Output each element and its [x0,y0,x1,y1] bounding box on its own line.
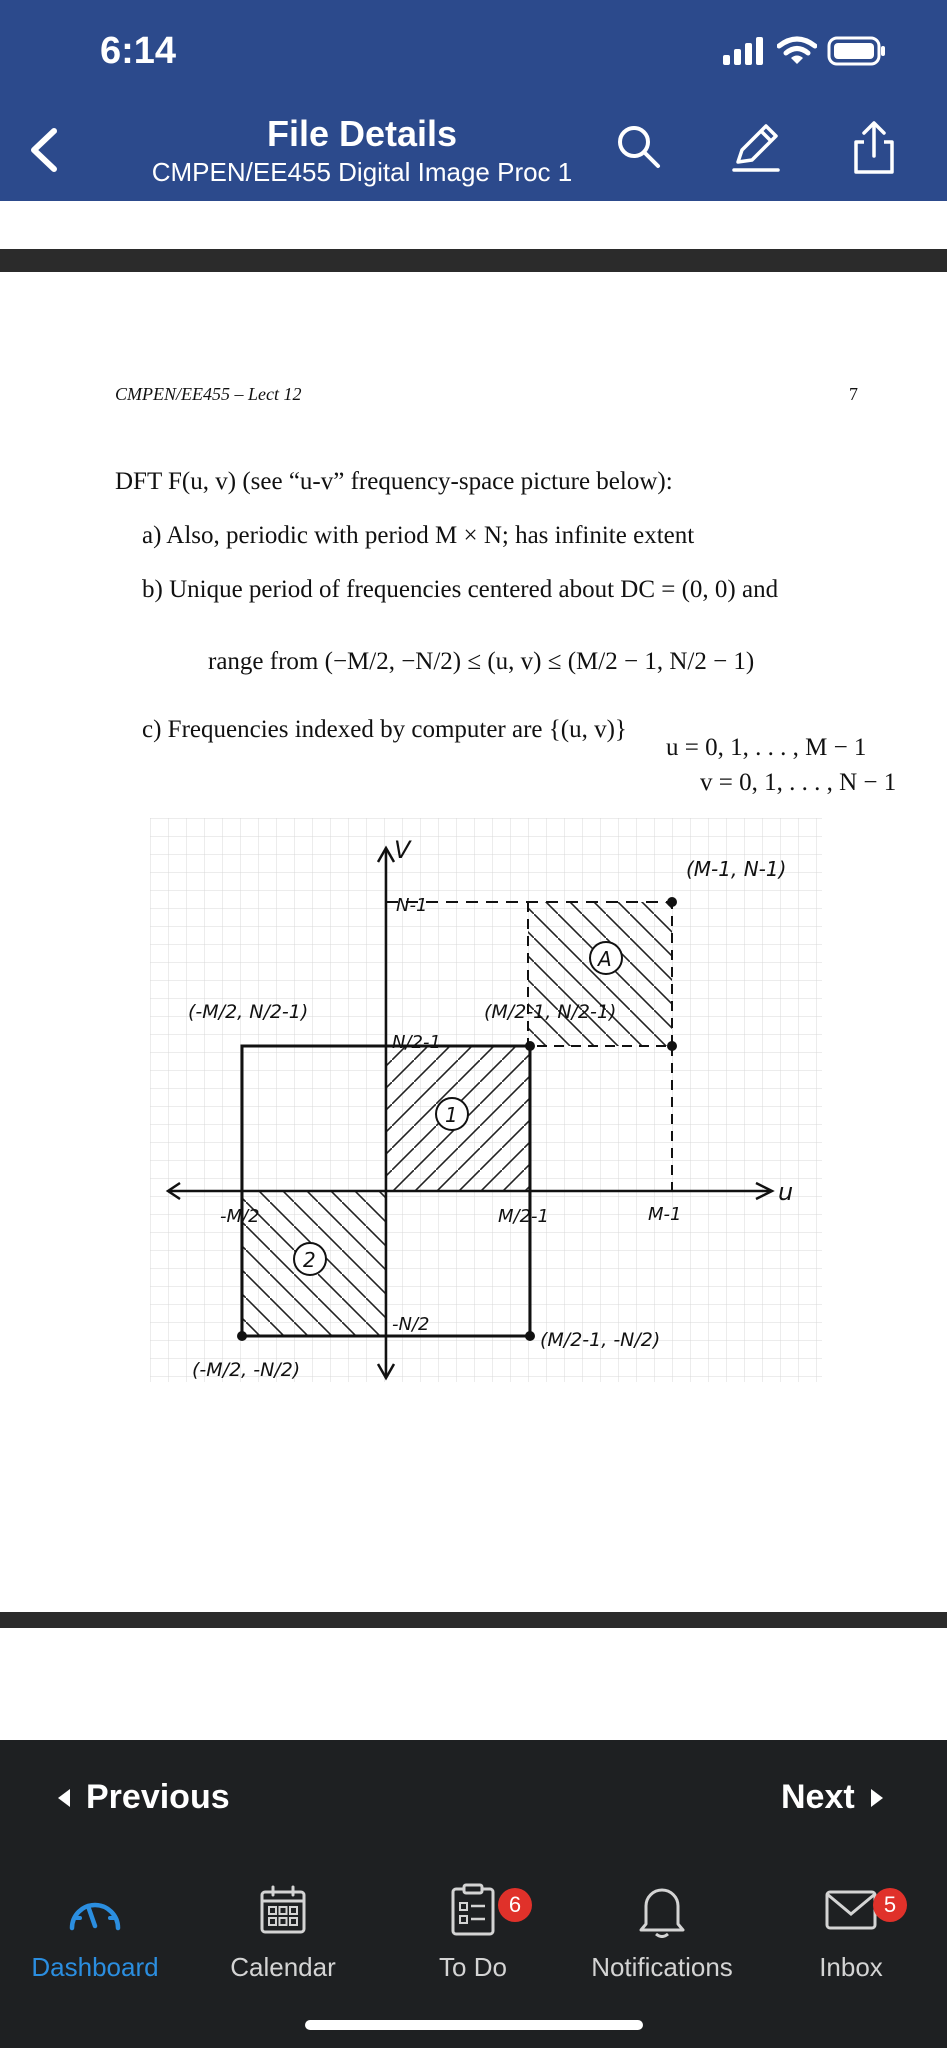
tab-calendar[interactable] [188,1880,378,1983]
document-page[interactable] [0,272,947,1612]
todo-badge: 6 [498,1888,532,1922]
doc-item-c-u: u = 0, 1, . . . , M − 1 [666,734,867,761]
tab-dashboard[interactable] [0,1880,190,1983]
n-minus-1-label: N-1 [396,895,428,916]
doc-item-a: a) Also, periodic with period M × N; has infinite extent [142,522,695,549]
status-time: 6:14 [100,30,177,72]
neg-n-half-label: -N/2 [392,1314,430,1335]
doc-item-b: b) Unique period of frequencies centered about DC = (0, 0) and [142,576,779,603]
frequency-space-figure [150,818,822,1382]
caret-left-icon [56,1787,72,1809]
region-2-label: 2 [303,1248,316,1272]
course-subtitle: CMPEN/EE455 Digital Image Proc 1 [151,157,573,187]
mail-icon [825,1890,877,1930]
calendar-icon [259,1884,307,1936]
axis-v-label: V [394,836,411,864]
caret-right-icon [869,1787,885,1809]
previous-label: Previous [86,1778,230,1816]
previous-button[interactable] [56,1778,230,1817]
tab-todo[interactable] [378,1880,568,1983]
center-top-point-label: (M/2-1, N/2-1) [484,1001,617,1023]
tab-inbox[interactable] [756,1880,946,1983]
page-divider-top [0,249,947,272]
doc-item-c-v: v = 0, 1, . . . , N − 1 [700,769,897,796]
region-a-label: A [598,947,612,971]
page-title: File Details [266,113,458,154]
viewer-bottom-gap [0,1628,947,1740]
status-icons [723,36,887,66]
doc-intro: DFT F(u, v) (see “u-v” frequency-space picture below): [115,468,673,495]
app-header [0,0,947,201]
cellular-signal-icon [723,37,767,65]
neg-m-half-label: -M/2 [220,1206,260,1227]
chevron-left-icon[interactable] [22,125,72,175]
inbox-badge: 5 [873,1888,907,1922]
region-a-hatch [528,902,672,1046]
todo-icon [450,1883,496,1937]
tab-notifications[interactable] [567,1880,757,1983]
corner-top-right-label: (M-1, N-1) [686,857,787,881]
page-divider-bottom [0,1612,947,1628]
tab-calendar-label: Calendar [230,1952,336,1982]
doc-page-number: 7 [849,384,858,404]
pencil-icon[interactable] [728,120,784,176]
m-half-minus-1-label: M/2-1 [498,1206,549,1227]
tab-todo-label: To Do [439,1952,507,1982]
tab-dashboard-label: Dashboard [31,1952,159,1982]
battery-icon [827,36,887,66]
page-nav-bar [0,1740,947,1864]
bottom-right-point-label: (M/2-1, -N/2) [540,1329,661,1351]
top-left-point-label: (-M/2, N/2-1) [188,1001,309,1023]
next-label: Next [781,1778,855,1816]
tab-notifications-label: Notifications [591,1952,733,1982]
doc-item-c: c) Frequencies indexed by computer are {(u, v)} [142,716,627,743]
wifi-icon [777,36,817,66]
doc-header-course: CMPEN/EE455 – Lect 12 [115,384,302,404]
doc-item-b-range: range from (−M/2, −N/2) ≤ (u, v) ≤ (M/2 − 1, N/2 − 1) [208,648,755,675]
tab-inbox-label: Inbox [819,1952,883,1982]
region-1-label: 1 [445,1103,458,1127]
viewer-top-gap [0,201,947,249]
search-icon[interactable] [612,120,668,176]
n-half-minus-1-label: N/2-1 [392,1032,441,1053]
next-button[interactable] [781,1778,885,1817]
home-indicator[interactable] [305,2020,643,2030]
m-minus-1-label: M-1 [648,1204,682,1225]
share-icon[interactable] [846,120,902,176]
bell-icon [637,1882,687,1938]
header-title-block [90,113,634,189]
bottom-left-point-label: (-M/2, -N/2) [192,1359,301,1381]
dashboard-icon [66,1888,124,1932]
axis-u-label: u [778,1178,794,1206]
